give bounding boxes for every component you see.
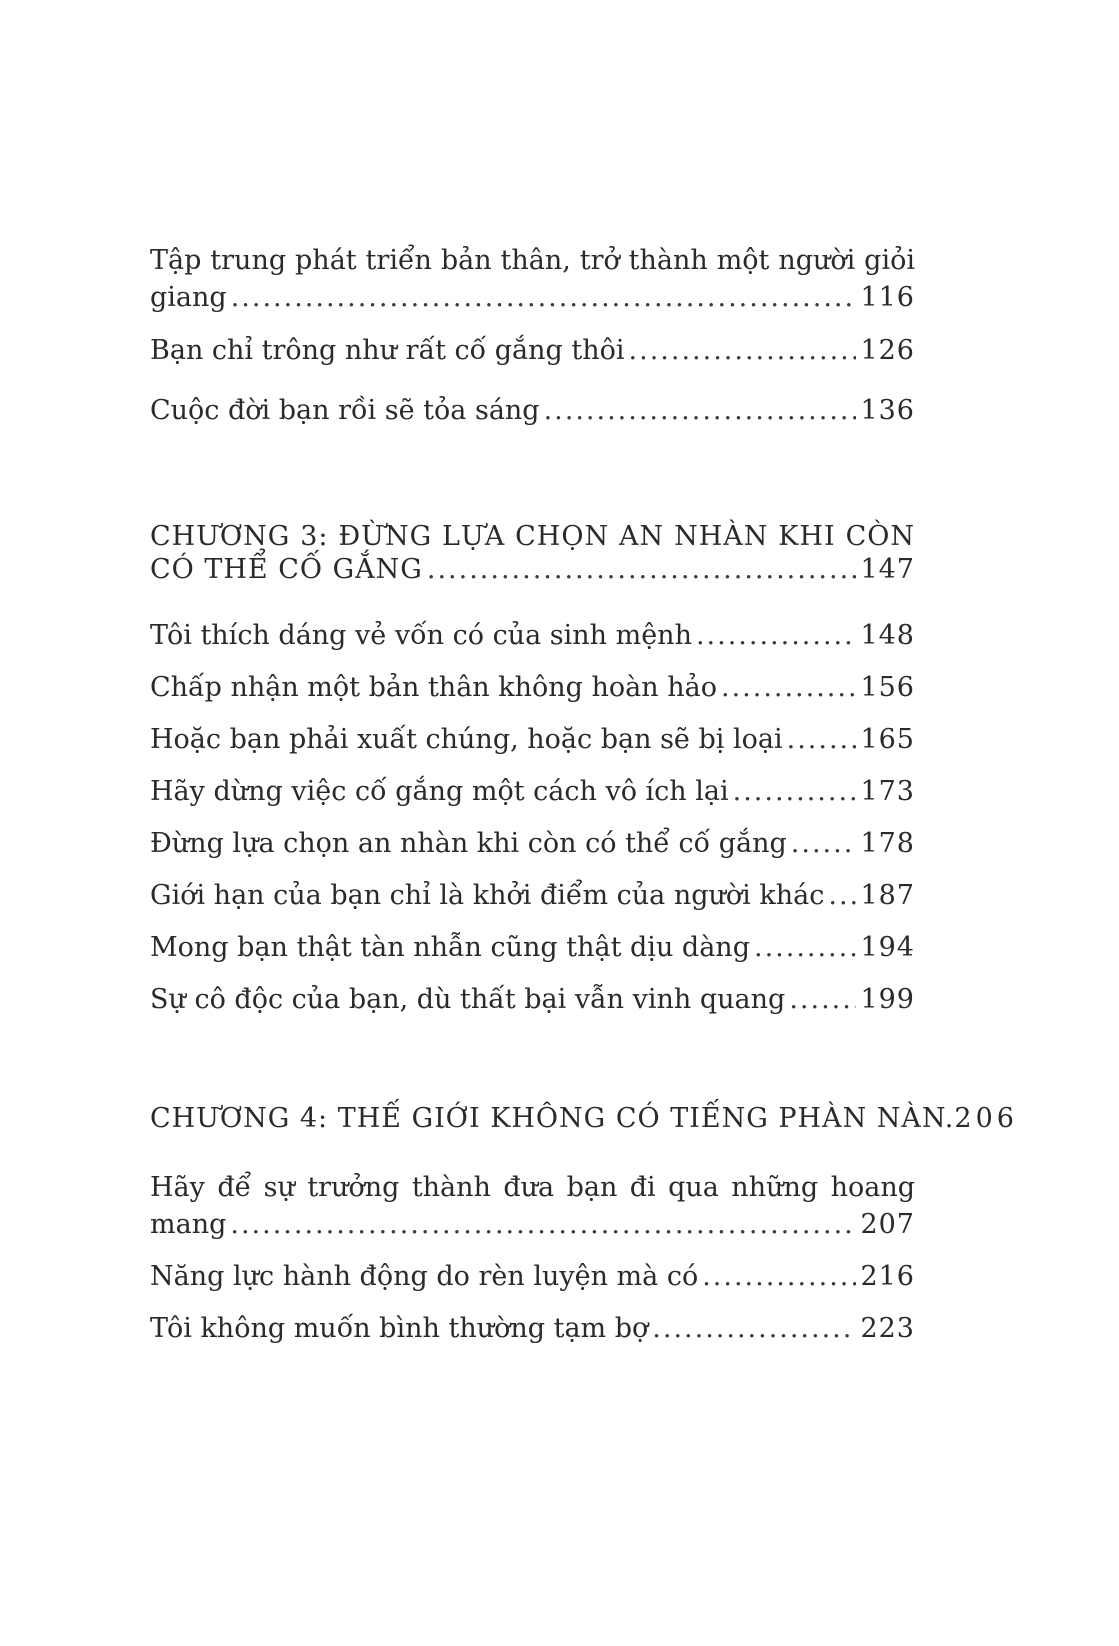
toc-entry[interactable]: [150, 243, 915, 279]
dot-leader: [231, 280, 857, 316]
toc-entry-title: Tôi không muốn bình thường tạm bợ: [150, 1313, 649, 1344]
toc-page-number: 116: [860, 282, 915, 313]
toc-page-number: 178: [860, 828, 915, 859]
dot-leader: [721, 670, 856, 706]
toc-entry[interactable]: [150, 618, 915, 654]
chapter-heading[interactable]: [150, 521, 915, 553]
toc-page-number: 147: [860, 554, 915, 585]
toc-entry[interactable]: [150, 930, 915, 966]
toc-entry-title: Đừng lựa chọn an nhàn khi còn có thể cố gắng: [150, 828, 787, 859]
toc-entry[interactable]: [150, 333, 915, 369]
toc-entry[interactable]: [150, 1259, 915, 1295]
toc-page-number: 187: [860, 880, 915, 911]
toc-page-number: 206: [954, 1103, 1018, 1134]
toc-entry[interactable]: [150, 826, 915, 862]
toc-entry[interactable]: [150, 1311, 915, 1347]
toc-entry[interactable]: [150, 774, 915, 810]
chapter-title-line2: CÓ THỂ CỐ GẮNG: [150, 554, 423, 585]
toc-entry[interactable]: [150, 878, 915, 914]
toc-page-number: 216: [860, 1261, 915, 1292]
toc-page-number: 173: [860, 776, 915, 807]
toc-entry-title: Năng lực hành động do rèn luyện mà có: [150, 1261, 699, 1292]
toc-entry-title: Hoặc bạn phải xuất chúng, hoặc bạn sẽ bị loại: [150, 724, 783, 755]
toc-entry-title-line2: mang: [150, 1209, 227, 1240]
dot-leader: [828, 878, 856, 914]
toc-entry[interactable]: [150, 393, 915, 429]
chapter-heading[interactable]: [150, 1103, 1018, 1135]
toc-entry-title: Bạn chỉ trông như rất cố gắng thôi: [150, 335, 625, 366]
toc-page-number: 194: [860, 932, 915, 963]
dot-leader: [702, 1259, 856, 1295]
dot-leader: [629, 333, 857, 369]
toc-entry-title: Cuộc đời bạn rồi sẽ tỏa sáng: [150, 395, 540, 426]
toc-entry-continuation[interactable]: [150, 280, 915, 316]
dot-leader: [427, 552, 857, 588]
toc-entry[interactable]: [150, 982, 915, 1018]
dot-leader: [544, 393, 857, 429]
dot-leader: [791, 826, 857, 862]
toc-page-number: 199: [860, 984, 915, 1015]
toc-entry[interactable]: [150, 670, 915, 706]
toc-entry-title-line2: giang: [150, 282, 227, 313]
toc-page-number: 207: [860, 1209, 915, 1240]
toc-entry-continuation[interactable]: [150, 1207, 915, 1243]
toc-page-number: 126: [860, 335, 915, 366]
toc-entry-title: Hãy dừng việc cố gắng một cách vô ích lại: [150, 776, 729, 807]
dot-leader: [789, 982, 856, 1018]
toc-page-number: 223: [860, 1313, 915, 1344]
toc-entry[interactable]: [150, 1170, 915, 1206]
dot-leader: [787, 722, 857, 758]
toc-entry-title: Giới hạn của bạn chỉ là khởi điểm của người khác: [150, 880, 825, 911]
toc-entry[interactable]: [150, 722, 915, 758]
chapter-title: CHƯƠNG 4: THẾ GIỚI KHÔNG CÓ TIẾNG PHÀN NÀN.: [150, 1103, 955, 1134]
dot-leader: [696, 618, 856, 654]
toc-page-number: 156: [860, 672, 915, 703]
toc-page-number: 165: [860, 724, 915, 755]
dot-leader: [733, 774, 857, 810]
toc-entry-title-line1: Hãy để sự trưởng thành đưa bạn đi qua những hoang: [150, 1172, 915, 1203]
toc-page-number: 136: [860, 395, 915, 426]
dot-leader: [230, 1207, 856, 1243]
dot-leader: [652, 1311, 856, 1347]
dot-leader: [754, 930, 856, 966]
toc-page-number: 148: [860, 620, 915, 651]
toc-entry-title: Mong bạn thật tàn nhẫn cũng thật dịu dàng: [150, 932, 750, 963]
toc-entry-title: Sự cô độc của bạn, dù thất bại vẫn vinh quang: [150, 984, 786, 1015]
toc-entry-title: Chấp nhận một bản thân không hoàn hảo: [150, 672, 717, 703]
toc-entry-title: Tôi thích dáng vẻ vốn có của sinh mệnh: [150, 620, 692, 651]
chapter-title-line1: CHƯƠNG 3: ĐỪNG LỰA CHỌN AN NHÀN KHI CÒN: [150, 521, 915, 552]
chapter-heading-continuation[interactable]: [150, 552, 915, 588]
toc-entry-title-line1: Tập trung phát triển bản thân, trở thành một người giỏi: [150, 245, 915, 276]
